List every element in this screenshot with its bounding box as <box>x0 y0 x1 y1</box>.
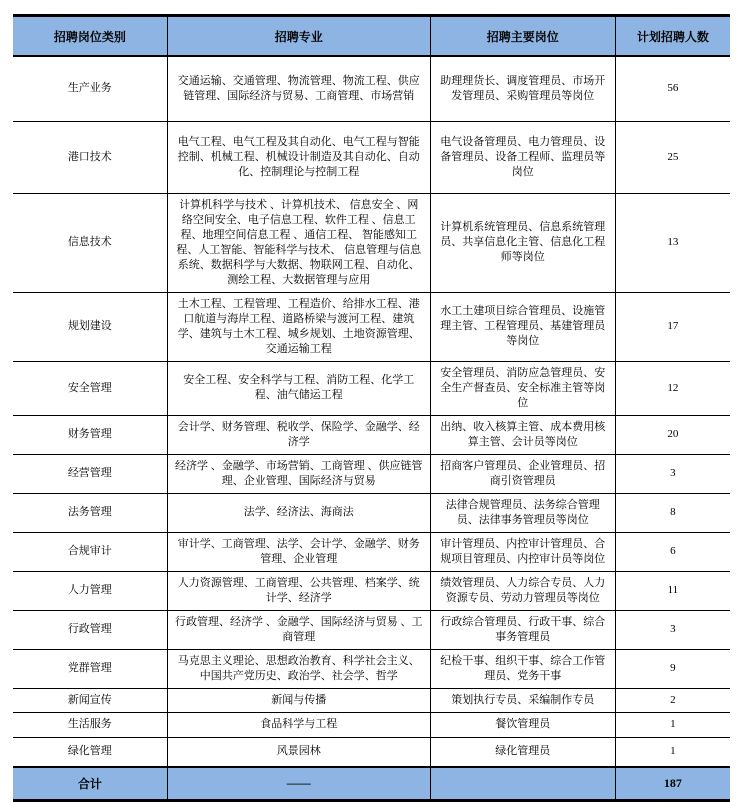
cell-majors: 审计学、工商管理、法学、会计学、金融学、财务管理、企业管理 <box>167 532 430 571</box>
cell-count: 13 <box>615 193 730 292</box>
cell-category: 生活服务 <box>13 712 167 737</box>
cell-majors: 计算机科学与技术 、计算机技术、 信息安全 、网络空间安全、电子信息工程、软件工程 、信息工程、地理空间信息工程 、通信工程、 智能感知工程、人工智能、智能科学与技术、 信息管理与信息系统、数据科学与大数据、物联网工程、自动化、测绘工程、大数据管理与应用 <box>167 193 430 292</box>
table-row <box>13 532 730 571</box>
cell-majors: 风景园林 <box>167 737 430 767</box>
cell-positions: 餐饮管理员 <box>430 712 615 737</box>
cell-count: 25 <box>615 121 730 193</box>
cell-category: 生产业务 <box>13 56 167 121</box>
recruitment-table <box>13 14 730 802</box>
cell-category: 财务管理 <box>13 415 167 454</box>
header-cell-category: 招聘岗位类别 <box>13 16 167 57</box>
cell-count: 12 <box>615 361 730 415</box>
cell-positions: 行政综合管理员、行政干事、综合事务管理员 <box>430 610 615 649</box>
cell-positions: 助理理货长、调度管理员、市场开发管理员、采购管理员等岗位 <box>430 56 615 121</box>
cell-category: 党群管理 <box>13 649 167 688</box>
total-count: 187 <box>615 767 730 801</box>
cell-category: 行政管理 <box>13 610 167 649</box>
cell-majors: 新闻与传播 <box>167 688 430 712</box>
cell-positions: 绩效管理员、人力综合专员、人力资源专员、劳动力管理员等岗位 <box>430 571 615 610</box>
table-row <box>13 493 730 532</box>
cell-positions: 电气设备管理员、电力管理员、设备管理员、设备工程师、监理员等岗位 <box>430 121 615 193</box>
cell-majors: 行政管理、经济学 、金融学、国际经济与贸易 、工商管理 <box>167 610 430 649</box>
cell-count: 9 <box>615 649 730 688</box>
table-row <box>13 649 730 688</box>
table-row <box>13 193 730 292</box>
cell-majors: 会计学、财务管理、税收学、保险学、金融学、经济学 <box>167 415 430 454</box>
cell-majors: 电气工程、电气工程及其自动化、电气工程与智能控制、机械工程、机械设计制造及其自动化、自动化、控制理论与控制工程 <box>167 121 430 193</box>
table-row <box>13 688 730 712</box>
cell-count: 11 <box>615 571 730 610</box>
cell-category: 新闻宣传 <box>13 688 167 712</box>
cell-count: 56 <box>615 56 730 121</box>
cell-category: 法务管理 <box>13 493 167 532</box>
cell-category: 绿化管理 <box>13 737 167 767</box>
header-row <box>13 16 730 57</box>
table-row <box>13 712 730 737</box>
table-header <box>13 16 730 57</box>
cell-category: 经营管理 <box>13 454 167 493</box>
cell-count: 20 <box>615 415 730 454</box>
cell-count: 8 <box>615 493 730 532</box>
header-cell-positions: 招聘主要岗位 <box>430 16 615 57</box>
total-label: 合计 <box>13 767 167 801</box>
cell-positions: 审计管理员、内控审计管理员、合规项目管理员、内控审计员等岗位 <box>430 532 615 571</box>
table-row <box>13 610 730 649</box>
table-row <box>13 292 730 361</box>
table-row <box>13 56 730 121</box>
cell-count: 3 <box>615 454 730 493</box>
cell-positions: 招商客户管理员、企业管理员、招商引资管理员 <box>430 454 615 493</box>
table-row <box>13 571 730 610</box>
cell-positions: 纪检干事、组织干事、综合工作管理员、党务干事 <box>430 649 615 688</box>
table-row <box>13 361 730 415</box>
cell-majors: 土木工程、工程管理、工程造价、给排水工程、港口航道与海岸工程、道路桥梁与渡河工程、建筑学、建筑与土木工程、城乡规划、土地资源管理、交通运输工程 <box>167 292 430 361</box>
cell-majors: 食品科学与工程 <box>167 712 430 737</box>
total-majors-dash: —— <box>167 767 430 801</box>
cell-count: 2 <box>615 688 730 712</box>
header-cell-majors: 招聘专业 <box>167 16 430 57</box>
cell-category: 合规审计 <box>13 532 167 571</box>
table-row <box>13 454 730 493</box>
cell-count: 17 <box>615 292 730 361</box>
table-row <box>13 737 730 767</box>
cell-majors: 交通运输、交通管理、物流管理、物流工程、供应链管理、国际经济与贸易、工商管理、市场营销 <box>167 56 430 121</box>
cell-count: 3 <box>615 610 730 649</box>
cell-category: 规划建设 <box>13 292 167 361</box>
cell-positions: 计算机系统管理员、信息系统管理员、共享信息化主管、信息化工程师等岗位 <box>430 193 615 292</box>
cell-count: 1 <box>615 737 730 767</box>
total-positions-empty <box>430 767 615 801</box>
cell-count: 6 <box>615 532 730 571</box>
table-row <box>13 121 730 193</box>
cell-positions: 策划执行专员、采编制作专员 <box>430 688 615 712</box>
table-footer <box>13 767 730 801</box>
cell-positions: 法律合规管理员、法务综合管理员、法律事务管理员等岗位 <box>430 493 615 532</box>
total-row <box>13 767 730 801</box>
cell-category: 信息技术 <box>13 193 167 292</box>
table-body <box>13 56 730 767</box>
header-cell-count: 计划招聘人数 <box>615 16 730 57</box>
cell-positions: 水工土建项目综合管理员、设施管理主管、工程管理员、基建管理员等岗位 <box>430 292 615 361</box>
cell-count: 1 <box>615 712 730 737</box>
cell-positions: 出纳、收入核算主管、成本费用核算主管、会计员等岗位 <box>430 415 615 454</box>
cell-majors: 人力资源管理、工商管理、公共管理、档案学、统计学、经济学 <box>167 571 430 610</box>
cell-majors: 马克思主义理论、思想政治教育、科学社会主义、中国共产党历史、政治学、社会学、哲学 <box>167 649 430 688</box>
cell-majors: 安全工程、安全科学与工程、消防工程、化学工程、油气储运工程 <box>167 361 430 415</box>
cell-positions: 绿化管理员 <box>430 737 615 767</box>
recruitment-table-wrapper <box>13 14 730 802</box>
cell-majors: 经济学 、金融学、市场营销、工商管理 、供应链管理、企业管理、国际经济与贸易 <box>167 454 430 493</box>
table-row <box>13 415 730 454</box>
cell-category: 港口技术 <box>13 121 167 193</box>
cell-majors: 法学、经济法、海商法 <box>167 493 430 532</box>
cell-category: 人力管理 <box>13 571 167 610</box>
cell-positions: 安全管理员、消防应急管理员、安全生产督查员、安全标准主管等岗位 <box>430 361 615 415</box>
cell-category: 安全管理 <box>13 361 167 415</box>
